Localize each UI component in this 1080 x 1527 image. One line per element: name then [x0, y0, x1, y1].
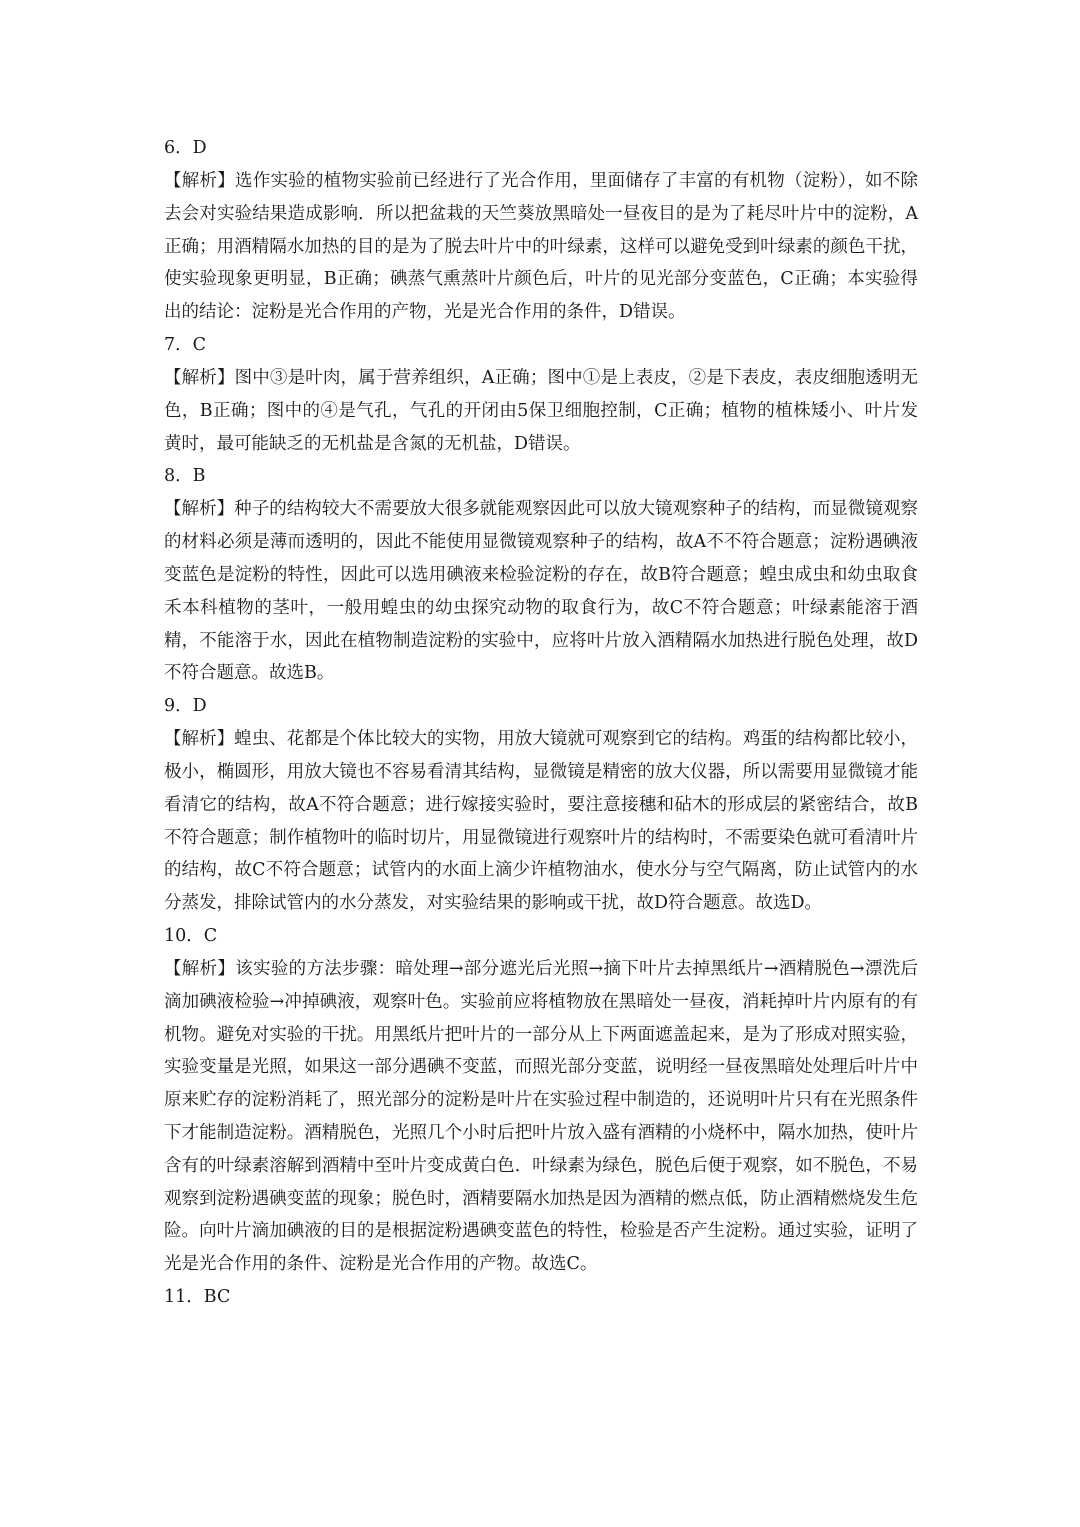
analysis-tag: 【解析】	[164, 171, 235, 191]
answer-explanations	[164, 132, 918, 1314]
answer-8: 8．B	[164, 466, 206, 487]
answer-10: 10．C	[164, 925, 218, 946]
explanation-text: 种子的结构较大不需要放大很多就能观察因此可以放大镜观察种子的结构，而显微镜观察的材料必须是薄而透明的，因此不能使用显微镜观察种子的结构，故A不不符合题意；淀粉遇碘液变蓝色是淀粉的特性，因此可以选用碘液来检验淀粉的存在，故B符合题意；蝗虫成虫和幼虫取食禾本科植物的茎叶，一般用蝗虫的幼虫探究动物的取食行为，故C不符合题意；叶绿素能溶于酒精，不能溶于水，因此在植物制造淀粉的实验中，应将叶片放入酒精隔水加热进行脱色处理，故D不符合题意。故选B。	[164, 499, 919, 684]
explanation-6	[164, 165, 918, 329]
explanation-text: 选作实验的植物实验前已经进行了光合作用，里面储存了丰富的有机物（淀粉），如不除去会对实验结果造成影响．所以把盆栽的天竺葵放黑暗处一昼夜目的是为了耗尽叶片中的淀粉，A正确；用酒精隔水加热的目的是为了脱去叶片中的叶绿素，这样可以避免受到叶绿素的颜色干扰，使实验现象更明显，B正确；碘蒸气熏蒸叶片颜色后，叶片的见光部分变蓝色，C正确；本实验得出的结论：淀粉是光合作用的产物，光是光合作用的条件，D错误。	[164, 171, 919, 323]
analysis-tag: 【解析】	[164, 958, 236, 979]
explanation-text: 图中③是叶肉，属于营养组织，A正确；图中①是上表皮，②是下表皮，表皮细胞透明无色，B正确；图中的④是气孔，气孔的开闭由5保卫细胞控制，C正确；植物的植株矮小、叶片发黄时，最可能缺乏的无机盐是含氮的无机盐，D错误。	[164, 367, 918, 454]
explanation-7	[164, 362, 918, 460]
answer-6: 6．D	[164, 138, 207, 158]
analysis-tag: 【解析】	[164, 729, 235, 750]
explanation-text: 该实验的方法步骤：暗处理→部分遮光后光照→摘下叶片去掉黑纸片→酒精脱色→漂洗后滴加碘液检验→冲掉碘液，观察叶色。实验前应将植物放在黑暗处一昼夜，消耗掉叶片内原有的有机物。避免对实验的干扰。用黑纸片把叶片的一部分从上下两面遮盖起来，是为了形成对照实验，实验变量是光照，如果这一部分遇碘不变蓝，而照光部分变蓝，说明经一昼夜黑暗处处理后叶片中原来贮存的淀粉消耗了，照光部分的淀粉是叶片在实验过程中制造的，还说明叶片只有在光照条件下才能制造淀粉。酒精脱色，光照几个小时后把叶片放入盛有酒精的小烧杯中，隔水加热，使叶片含有的叶绿素溶解到酒精中至叶片变成黄白色．叶绿素为绿色，脱色后便于观察，如不脱色，不易观察到淀粉遇碘变蓝的现象；脱色时，酒精要隔水加热是因为酒精的燃点低，防止酒精燃烧发生危险。向叶片滴加碘液的目的是根据淀粉遇碘变蓝色的特性，检验是否产生淀粉。通过实验，证明了光是光合作用的条件、淀粉是光合作用的产物。故选C。	[164, 958, 919, 1275]
answer-9: 9．D	[164, 696, 207, 717]
analysis-tag: 【解析】	[164, 367, 235, 388]
explanation-9	[164, 723, 918, 920]
explanation-text: 蝗虫、花都是个体比较大的实物，用放大镜就可观察到它的结构。鸡蛋的结构都比较小，极小，椭圆形，用放大镜也不容易看清其结构，显微镜是精密的放大仪器，所以需要用显微镜才能看清它的结构，故A不符合题意；进行嫁接实验时，要注意接穗和砧木的形成层的紧密结合，故B不符合题意；制作植物叶的临时切片，用显微镜进行观察叶片的结构时，不需要染色就可看清叶片的结构，故C不符合题意；试管内的水面上滴少许植物油水，使水分与空气隔离，防止试管内的水分蒸发，排除试管内的水分蒸发，对实验结果的影响或干扰，故D符合题意。故选D。	[164, 729, 919, 914]
analysis-tag: 【解析】	[164, 499, 235, 520]
explanation-10	[164, 953, 918, 1281]
explanation-8	[164, 493, 918, 690]
answer-7: 7．C	[164, 334, 207, 355]
answer-11: 11．BC	[164, 1286, 231, 1307]
